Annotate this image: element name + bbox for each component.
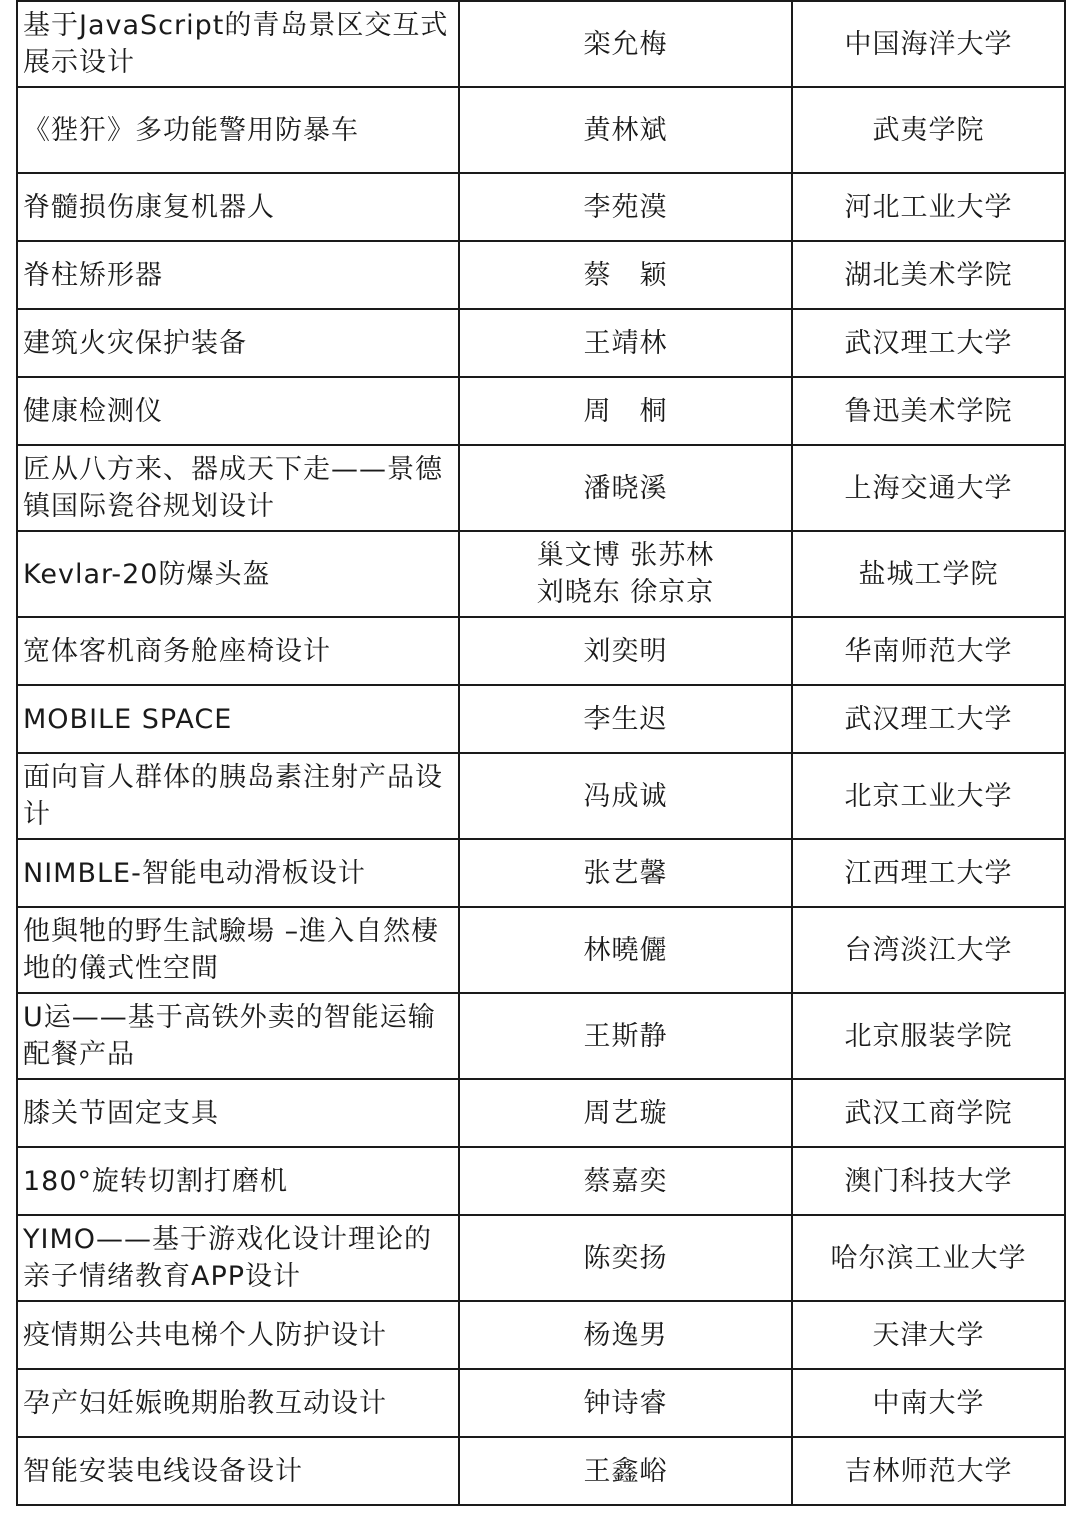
project-title-cell: Kevlar-20防爆头盔 xyxy=(17,531,459,617)
award-table-container xyxy=(16,0,1064,1506)
table-row xyxy=(17,993,1065,1079)
author-cell: 李生迟 xyxy=(459,685,792,753)
school-cell: 吉林师范大学 xyxy=(792,1437,1065,1505)
table-row xyxy=(17,1369,1065,1437)
author-cell: 李苑漠 xyxy=(459,173,792,241)
table-row xyxy=(17,1215,1065,1301)
author-cell: 冯成诚 xyxy=(459,753,792,839)
project-title-cell: 脊髓损伤康复机器人 xyxy=(17,173,459,241)
award-table xyxy=(16,0,1066,1506)
school-cell: 武汉工商学院 xyxy=(792,1079,1065,1147)
author-cell: 杨逸男 xyxy=(459,1301,792,1369)
table-row xyxy=(17,531,1065,617)
table-row xyxy=(17,1437,1065,1505)
school-cell: 湖北美术学院 xyxy=(792,241,1065,309)
author-cell: 张艺馨 xyxy=(459,839,792,907)
table-row xyxy=(17,907,1065,993)
author-cell: 黄林斌 xyxy=(459,87,792,173)
table-row xyxy=(17,753,1065,839)
author-cell: 潘晓溪 xyxy=(459,445,792,531)
author-cell: 林曉儷 xyxy=(459,907,792,993)
school-cell: 武汉理工大学 xyxy=(792,685,1065,753)
school-cell: 中南大学 xyxy=(792,1369,1065,1437)
project-title-cell: MOBILE SPACE xyxy=(17,685,459,753)
school-cell: 江西理工大学 xyxy=(792,839,1065,907)
project-title-cell: 他與牠的野生試驗場 –進入自然棲地的儀式性空間 xyxy=(17,907,459,993)
table-row xyxy=(17,1,1065,87)
project-title-cell: 面向盲人群体的胰岛素注射产品设计 xyxy=(17,753,459,839)
author-cell: 王斯静 xyxy=(459,993,792,1079)
project-title-cell: 180°旋转切割打磨机 xyxy=(17,1147,459,1215)
school-cell: 澳门科技大学 xyxy=(792,1147,1065,1215)
project-title-cell: 基于JavaScript的青岛景区交互式展示设计 xyxy=(17,1,459,87)
table-row xyxy=(17,1079,1065,1147)
table-row xyxy=(17,445,1065,531)
author-cell: 王鑫峪 xyxy=(459,1437,792,1505)
project-title-cell: 《狴犴》多功能警用防暴车 xyxy=(17,87,459,173)
author-cell: 刘奕明 xyxy=(459,617,792,685)
table-row xyxy=(17,685,1065,753)
school-cell: 北京工业大学 xyxy=(792,753,1065,839)
author-cell: 栾允梅 xyxy=(459,1,792,87)
table-row xyxy=(17,1301,1065,1369)
school-cell: 天津大学 xyxy=(792,1301,1065,1369)
school-cell: 鲁迅美术学院 xyxy=(792,377,1065,445)
author-cell: 周艺璇 xyxy=(459,1079,792,1147)
author-cell: 蔡嘉奕 xyxy=(459,1147,792,1215)
project-title-cell: 疫情期公共电梯个人防护设计 xyxy=(17,1301,459,1369)
author-cell: 蔡 颖 xyxy=(459,241,792,309)
author-cell: 巢文博 张苏林 刘晓东 徐京京 xyxy=(459,531,792,617)
school-cell: 哈尔滨工业大学 xyxy=(792,1215,1065,1301)
project-title-cell: 建筑火灾保护装备 xyxy=(17,309,459,377)
school-cell: 北京服装学院 xyxy=(792,993,1065,1079)
author-cell: 钟诗睿 xyxy=(459,1369,792,1437)
project-title-cell: 匠从八方来、器成天下走——景德镇国际瓷谷规划设计 xyxy=(17,445,459,531)
table-row xyxy=(17,241,1065,309)
project-title-cell: 健康检测仪 xyxy=(17,377,459,445)
author-cell: 周 桐 xyxy=(459,377,792,445)
project-title-cell: 脊柱矫形器 xyxy=(17,241,459,309)
project-title-cell: 膝关节固定支具 xyxy=(17,1079,459,1147)
project-title-cell: NIMBLE-智能电动滑板设计 xyxy=(17,839,459,907)
table-row xyxy=(17,617,1065,685)
table-row xyxy=(17,377,1065,445)
author-cell: 陈奕扬 xyxy=(459,1215,792,1301)
school-cell: 华南师范大学 xyxy=(792,617,1065,685)
school-cell: 中国海洋大学 xyxy=(792,1,1065,87)
school-cell: 台湾淡江大学 xyxy=(792,907,1065,993)
table-row xyxy=(17,839,1065,907)
school-cell: 武夷学院 xyxy=(792,87,1065,173)
project-title-cell: 宽体客机商务舱座椅设计 xyxy=(17,617,459,685)
school-cell: 河北工业大学 xyxy=(792,173,1065,241)
school-cell: 上海交通大学 xyxy=(792,445,1065,531)
project-title-cell: 智能安装电线设备设计 xyxy=(17,1437,459,1505)
project-title-cell: U运——基于高铁外卖的智能运输配餐产品 xyxy=(17,993,459,1079)
school-cell: 武汉理工大学 xyxy=(792,309,1065,377)
table-row xyxy=(17,309,1065,377)
project-title-cell: 孕产妇妊娠晚期胎教互动设计 xyxy=(17,1369,459,1437)
table-row xyxy=(17,173,1065,241)
school-cell: 盐城工学院 xyxy=(792,531,1065,617)
project-title-cell: YIMO——基于游戏化设计理论的亲子情绪教育APP设计 xyxy=(17,1215,459,1301)
author-cell: 王靖林 xyxy=(459,309,792,377)
table-row xyxy=(17,87,1065,173)
table-row xyxy=(17,1147,1065,1215)
